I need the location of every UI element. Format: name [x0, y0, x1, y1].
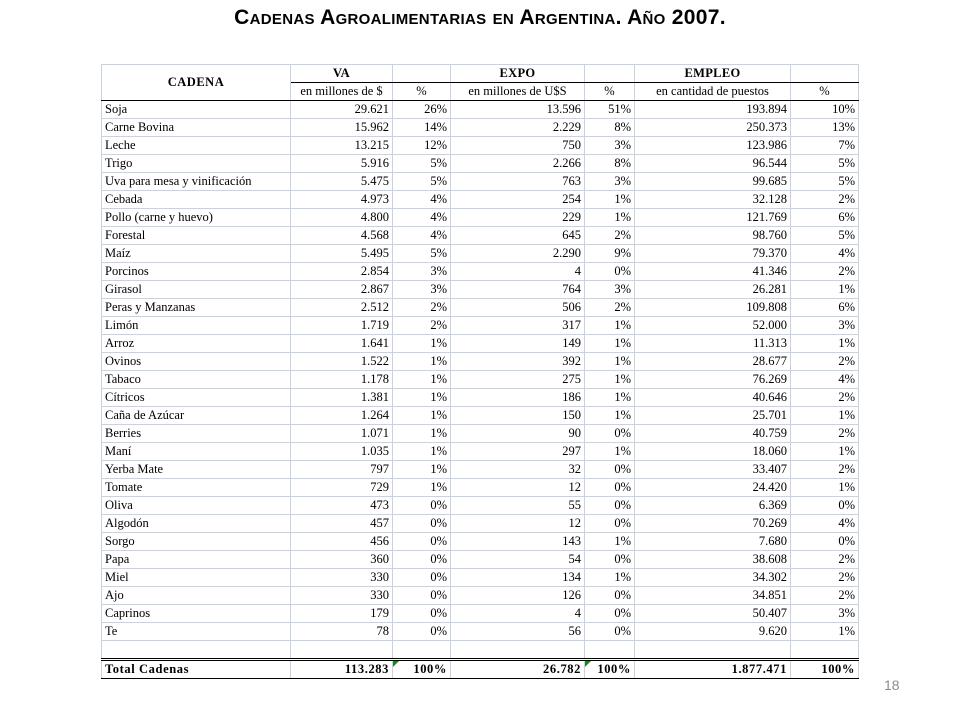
cadena-name: Soja [102, 101, 291, 119]
empleo-value: 38.608 [635, 551, 791, 569]
empleo-value: 9.620 [635, 623, 791, 641]
data-table-container [101, 64, 858, 679]
va-value: 330 [291, 587, 393, 605]
expo-pct: 2% [585, 227, 635, 245]
cadena-name: Leche [102, 137, 291, 155]
cadena-name: Maíz [102, 245, 291, 263]
expo-value: 645 [451, 227, 585, 245]
table-row [102, 479, 859, 497]
expo-value: 254 [451, 191, 585, 209]
empleo-value: 109.808 [635, 299, 791, 317]
va-value: 1.719 [291, 317, 393, 335]
va-value: 456 [291, 533, 393, 551]
expo-value: 12 [451, 479, 585, 497]
va-value: 2.854 [291, 263, 393, 281]
expo-value: 4 [451, 263, 585, 281]
expo-pct: 8% [585, 119, 635, 137]
cadena-name: Forestal [102, 227, 291, 245]
va-pct: 5% [393, 173, 451, 191]
table-row [102, 461, 859, 479]
expo-pct: 1% [585, 191, 635, 209]
expo-value: 126 [451, 587, 585, 605]
cadena-name: Cítricos [102, 389, 291, 407]
expo-pct: 0% [585, 497, 635, 515]
cadena-name: Girasol [102, 281, 291, 299]
header-empleo-spacer [791, 65, 859, 83]
empleo-pct: 4% [791, 371, 859, 389]
table-row [102, 587, 859, 605]
va-pct: 1% [393, 371, 451, 389]
va-value: 5.495 [291, 245, 393, 263]
expo-value: 750 [451, 137, 585, 155]
table-row [102, 119, 859, 137]
expo-value: 55 [451, 497, 585, 515]
empleo-value: 121.769 [635, 209, 791, 227]
expo-pct: 1% [585, 335, 635, 353]
total-empleo: 1.877.471 [635, 660, 791, 679]
expo-pct: 0% [585, 515, 635, 533]
va-pct: 0% [393, 623, 451, 641]
empleo-pct: 2% [791, 461, 859, 479]
table-row [102, 425, 859, 443]
va-pct: 2% [393, 317, 451, 335]
expo-pct: 0% [585, 623, 635, 641]
expo-value: 134 [451, 569, 585, 587]
table-spacer-row [102, 641, 859, 660]
va-value: 473 [291, 497, 393, 515]
empleo-pct: 2% [791, 389, 859, 407]
va-pct: 1% [393, 407, 451, 425]
empleo-value: 79.370 [635, 245, 791, 263]
va-pct: 0% [393, 533, 451, 551]
total-expo: 26.782 [451, 660, 585, 679]
cadena-name: Porcinos [102, 263, 291, 281]
cadena-name: Caña de Azúcar [102, 407, 291, 425]
total-empleo-pct: 100% [791, 660, 859, 679]
header-va-spacer [393, 65, 451, 83]
cadena-name: Tomate [102, 479, 291, 497]
empleo-pct: 6% [791, 209, 859, 227]
table-row [102, 623, 859, 641]
va-value: 729 [291, 479, 393, 497]
cadena-name: Caprinos [102, 605, 291, 623]
table-row [102, 569, 859, 587]
table-row [102, 515, 859, 533]
va-value: 1.522 [291, 353, 393, 371]
empleo-value: 193.894 [635, 101, 791, 119]
total-va-pct: 100% [393, 660, 451, 679]
expo-pct: 1% [585, 209, 635, 227]
va-pct: 3% [393, 263, 451, 281]
cadena-name: Limón [102, 317, 291, 335]
empleo-value: 123.986 [635, 137, 791, 155]
expo-pct: 8% [585, 155, 635, 173]
empleo-pct: 1% [791, 479, 859, 497]
header-cadena: CADENA [102, 65, 291, 101]
empleo-value: 7.680 [635, 533, 791, 551]
page-number: 18 [884, 677, 900, 693]
expo-pct: 9% [585, 245, 635, 263]
table-row [102, 353, 859, 371]
cadena-name: Ajo [102, 587, 291, 605]
empleo-value: 52.000 [635, 317, 791, 335]
va-pct: 4% [393, 191, 451, 209]
empleo-value: 99.685 [635, 173, 791, 191]
empleo-pct: 1% [791, 623, 859, 641]
va-value: 4.800 [291, 209, 393, 227]
expo-pct: 1% [585, 317, 635, 335]
header-expo-unit: en millones de U$S [451, 83, 585, 101]
empleo-value: 25.701 [635, 407, 791, 425]
empleo-value: 40.646 [635, 389, 791, 407]
va-pct: 5% [393, 245, 451, 263]
empleo-value: 24.420 [635, 479, 791, 497]
empleo-pct: 2% [791, 425, 859, 443]
va-pct: 4% [393, 209, 451, 227]
table-row [102, 137, 859, 155]
va-pct: 0% [393, 515, 451, 533]
header-va-pct: % [393, 83, 451, 101]
empleo-pct: 7% [791, 137, 859, 155]
expo-pct: 3% [585, 173, 635, 191]
expo-pct: 3% [585, 281, 635, 299]
expo-value: 317 [451, 317, 585, 335]
cadena-name: Papa [102, 551, 291, 569]
expo-pct: 1% [585, 389, 635, 407]
table-row [102, 191, 859, 209]
table-row [102, 281, 859, 299]
empleo-pct: 4% [791, 245, 859, 263]
va-pct: 14% [393, 119, 451, 137]
expo-value: 764 [451, 281, 585, 299]
cadena-name: Yerba Mate [102, 461, 291, 479]
va-value: 5.475 [291, 173, 393, 191]
header-empleo-pct: % [791, 83, 859, 101]
empleo-pct: 5% [791, 155, 859, 173]
expo-pct: 3% [585, 137, 635, 155]
empleo-pct: 1% [791, 335, 859, 353]
va-pct: 0% [393, 605, 451, 623]
empleo-value: 98.760 [635, 227, 791, 245]
cadena-name: Oliva [102, 497, 291, 515]
va-value: 360 [291, 551, 393, 569]
table-row [102, 317, 859, 335]
table-row [102, 371, 859, 389]
table-row [102, 101, 859, 119]
empleo-pct: 0% [791, 497, 859, 515]
total-expo-pct: 100% [585, 660, 635, 679]
empleo-pct: 2% [791, 353, 859, 371]
expo-value: 229 [451, 209, 585, 227]
va-pct: 1% [393, 353, 451, 371]
empleo-pct: 13% [791, 119, 859, 137]
expo-pct: 1% [585, 569, 635, 587]
empleo-value: 41.346 [635, 263, 791, 281]
total-label: Total Cadenas [102, 660, 291, 679]
empleo-pct: 10% [791, 101, 859, 119]
empleo-value: 6.369 [635, 497, 791, 515]
empleo-value: 34.302 [635, 569, 791, 587]
empleo-value: 96.544 [635, 155, 791, 173]
cadena-name: Carne Bovina [102, 119, 291, 137]
expo-pct: 1% [585, 353, 635, 371]
cadena-name: Ovinos [102, 353, 291, 371]
empleo-value: 70.269 [635, 515, 791, 533]
expo-value: 2.266 [451, 155, 585, 173]
empleo-pct: 6% [791, 299, 859, 317]
empleo-value: 26.281 [635, 281, 791, 299]
va-pct: 26% [393, 101, 451, 119]
table-row [102, 209, 859, 227]
va-value: 13.215 [291, 137, 393, 155]
table-row [102, 299, 859, 317]
empleo-value: 40.759 [635, 425, 791, 443]
header-expo: EXPO [451, 65, 585, 83]
cadena-name: Peras y Manzanas [102, 299, 291, 317]
table-body [102, 101, 859, 641]
va-pct: 1% [393, 479, 451, 497]
va-pct: 0% [393, 497, 451, 515]
cadena-name: Cebada [102, 191, 291, 209]
va-value: 2.867 [291, 281, 393, 299]
expo-value: 392 [451, 353, 585, 371]
table-row [102, 551, 859, 569]
empleo-pct: 2% [791, 551, 859, 569]
table-row [102, 443, 859, 461]
va-value: 1.178 [291, 371, 393, 389]
header-expo-pct: % [585, 83, 635, 101]
cadena-name: Tabaco [102, 371, 291, 389]
table-row [102, 389, 859, 407]
agro-chains-table [101, 64, 859, 679]
va-value: 1.641 [291, 335, 393, 353]
va-value: 5.916 [291, 155, 393, 173]
va-value: 4.568 [291, 227, 393, 245]
va-value: 29.621 [291, 101, 393, 119]
header-row-groups [102, 65, 859, 83]
expo-value: 763 [451, 173, 585, 191]
table-row [102, 533, 859, 551]
expo-pct: 1% [585, 533, 635, 551]
empleo-value: 34.851 [635, 587, 791, 605]
empleo-value: 33.407 [635, 461, 791, 479]
va-pct: 0% [393, 551, 451, 569]
table-row [102, 227, 859, 245]
expo-value: 56 [451, 623, 585, 641]
va-pct: 1% [393, 443, 451, 461]
cadena-name: Miel [102, 569, 291, 587]
va-value: 1.071 [291, 425, 393, 443]
va-pct: 1% [393, 425, 451, 443]
slide-title: Cadenas Agroalimentarias en Argentina. Año 2007. [234, 6, 726, 29]
expo-pct: 1% [585, 443, 635, 461]
va-pct: 12% [393, 137, 451, 155]
empleo-value: 50.407 [635, 605, 791, 623]
expo-value: 32 [451, 461, 585, 479]
empleo-pct: 1% [791, 281, 859, 299]
expo-pct: 0% [585, 263, 635, 281]
empleo-value: 250.373 [635, 119, 791, 137]
empleo-pct: 3% [791, 317, 859, 335]
cadena-name: Maní [102, 443, 291, 461]
header-empleo: EMPLEO [635, 65, 791, 83]
cadena-name: Te [102, 623, 291, 641]
expo-value: 143 [451, 533, 585, 551]
expo-value: 12 [451, 515, 585, 533]
expo-value: 2.229 [451, 119, 585, 137]
empleo-pct: 2% [791, 263, 859, 281]
empleo-pct: 2% [791, 587, 859, 605]
va-value: 330 [291, 569, 393, 587]
expo-value: 4 [451, 605, 585, 623]
expo-pct: 0% [585, 605, 635, 623]
header-va: VA [291, 65, 393, 83]
cadena-name: Pollo (carne y huevo) [102, 209, 291, 227]
expo-pct: 0% [585, 479, 635, 497]
va-value: 4.973 [291, 191, 393, 209]
expo-value: 506 [451, 299, 585, 317]
cadena-name: Trigo [102, 155, 291, 173]
empleo-value: 28.677 [635, 353, 791, 371]
va-pct: 3% [393, 281, 451, 299]
va-value: 2.512 [291, 299, 393, 317]
header-empleo-unit: en cantidad de puestos [635, 83, 791, 101]
table-row [102, 407, 859, 425]
va-value: 457 [291, 515, 393, 533]
va-value: 1.381 [291, 389, 393, 407]
va-value: 1.035 [291, 443, 393, 461]
expo-pct: 51% [585, 101, 635, 119]
empleo-pct: 3% [791, 605, 859, 623]
table-row [102, 497, 859, 515]
table-row [102, 173, 859, 191]
header-expo-spacer [585, 65, 635, 83]
table-row [102, 263, 859, 281]
table-row [102, 605, 859, 623]
expo-value: 149 [451, 335, 585, 353]
expo-value: 150 [451, 407, 585, 425]
expo-pct: 2% [585, 299, 635, 317]
table-row [102, 245, 859, 263]
expo-value: 90 [451, 425, 585, 443]
va-value: 179 [291, 605, 393, 623]
empleo-pct: 2% [791, 569, 859, 587]
expo-value: 2.290 [451, 245, 585, 263]
expo-pct: 1% [585, 371, 635, 389]
empleo-pct: 1% [791, 407, 859, 425]
empleo-pct: 5% [791, 173, 859, 191]
total-va: 113.283 [291, 660, 393, 679]
table-row [102, 155, 859, 173]
cadena-name: Algodón [102, 515, 291, 533]
va-pct: 1% [393, 461, 451, 479]
table-row [102, 335, 859, 353]
va-pct: 1% [393, 389, 451, 407]
cadena-name: Arroz [102, 335, 291, 353]
expo-pct: 0% [585, 587, 635, 605]
expo-value: 297 [451, 443, 585, 461]
empleo-pct: 5% [791, 227, 859, 245]
empleo-value: 11.313 [635, 335, 791, 353]
va-value: 1.264 [291, 407, 393, 425]
total-row [102, 660, 859, 679]
va-pct: 0% [393, 587, 451, 605]
expo-pct: 0% [585, 461, 635, 479]
expo-pct: 0% [585, 425, 635, 443]
header-va-unit: en millones de $ [291, 83, 393, 101]
expo-value: 275 [451, 371, 585, 389]
va-pct: 1% [393, 335, 451, 353]
va-value: 78 [291, 623, 393, 641]
empleo-value: 76.269 [635, 371, 791, 389]
expo-pct: 1% [585, 407, 635, 425]
va-pct: 2% [393, 299, 451, 317]
va-pct: 0% [393, 569, 451, 587]
cadena-name: Sorgo [102, 533, 291, 551]
cadena-name: Uva para mesa y vinificación [102, 173, 291, 191]
empleo-pct: 1% [791, 443, 859, 461]
va-pct: 4% [393, 227, 451, 245]
empleo-pct: 4% [791, 515, 859, 533]
cadena-name: Berries [102, 425, 291, 443]
expo-value: 54 [451, 551, 585, 569]
va-value: 797 [291, 461, 393, 479]
empleo-value: 18.060 [635, 443, 791, 461]
expo-pct: 0% [585, 551, 635, 569]
expo-value: 186 [451, 389, 585, 407]
empleo-pct: 0% [791, 533, 859, 551]
empleo-pct: 2% [791, 191, 859, 209]
va-pct: 5% [393, 155, 451, 173]
va-value: 15.962 [291, 119, 393, 137]
empleo-value: 32.128 [635, 191, 791, 209]
expo-value: 13.596 [451, 101, 585, 119]
